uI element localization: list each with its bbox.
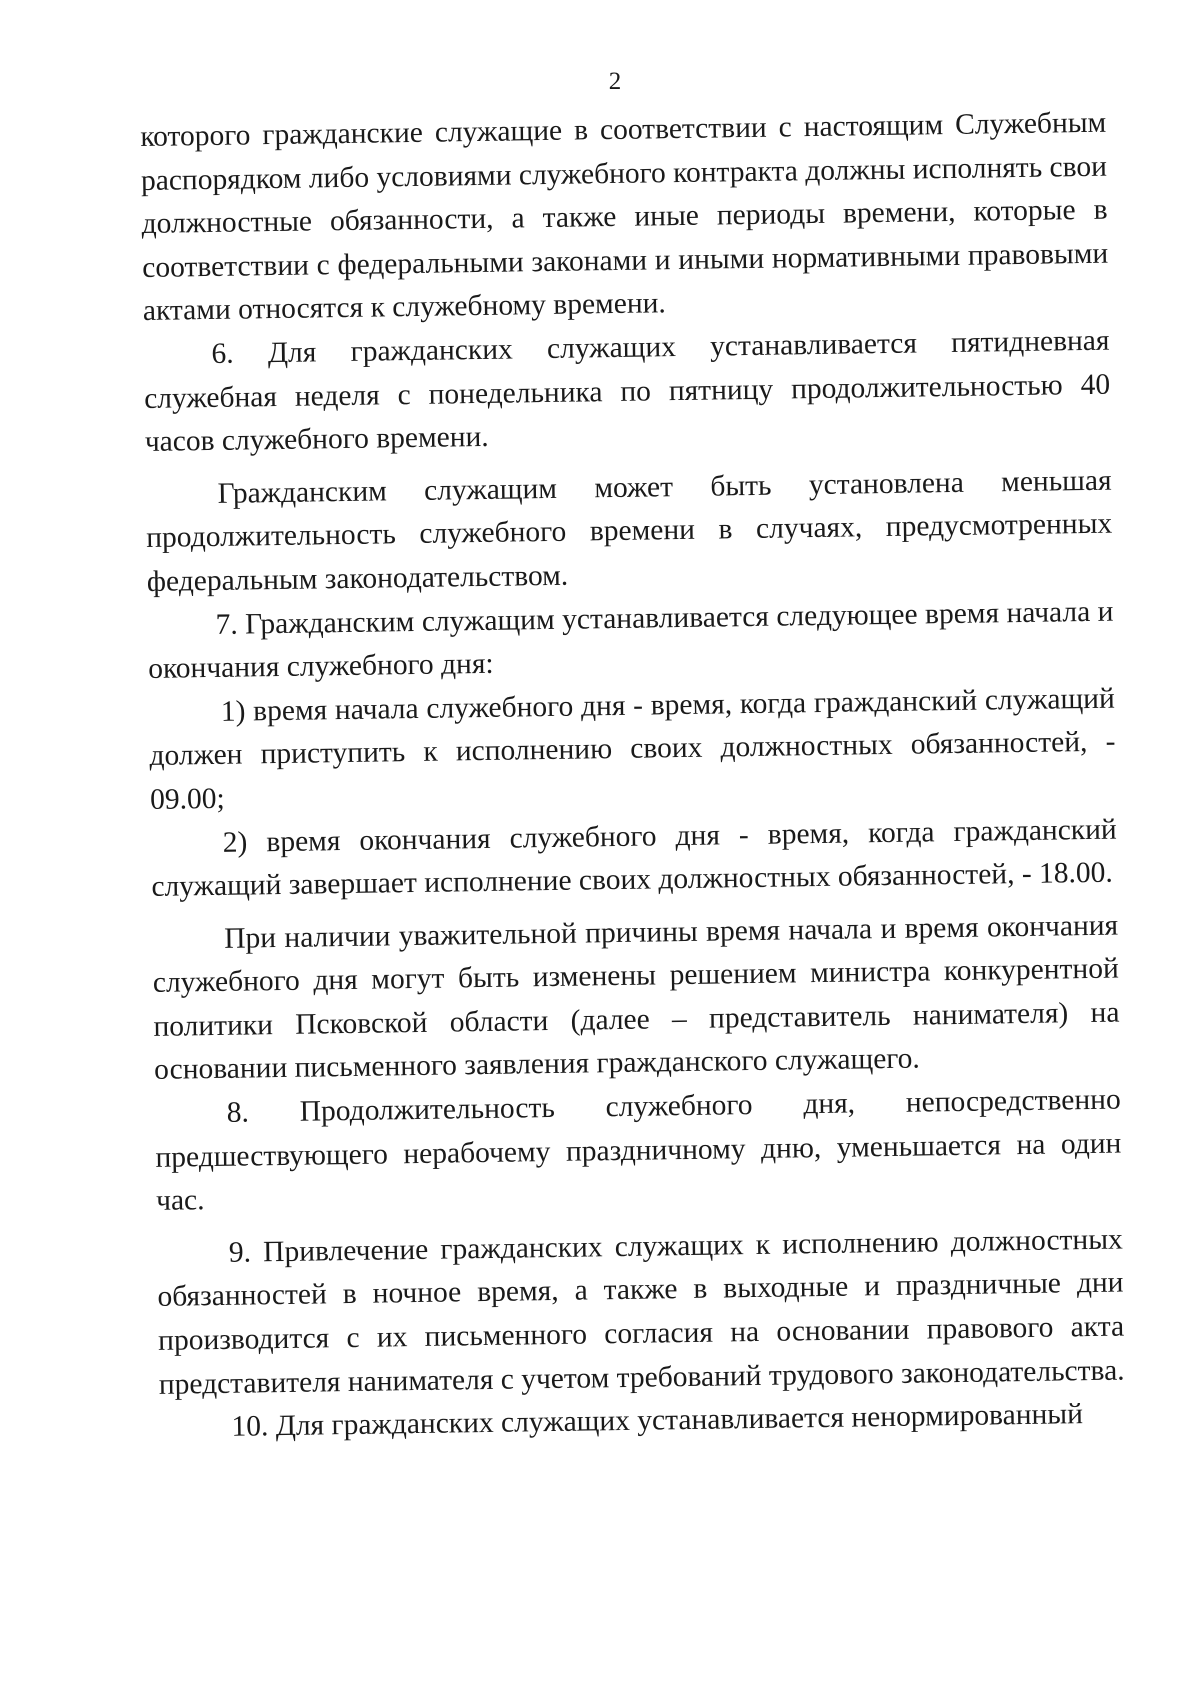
paragraph-valid-reason: При наличии уважительной причины время начала и время окончания служебного дня могут быть изменены решением министра конкурентной политики Псковской области (далее – представитель нанимателя) на основании письменного заявления гражданского служащего. — [152, 909, 1120, 1087]
paragraph-item-8: 8. Продолжительность служебного дня, непосредственно предшествующего нерабочему праздничному дню, уменьшается на один час. — [155, 1083, 1122, 1218]
paragraph-item-10: 10. Для гражданских служащих устанавливается ненормированный — [231, 1398, 1084, 1444]
document-body — [140, 102, 1126, 1451]
paragraph-item-9: 9. Привлечение гражданских служащих к исполнению должностных обязанностей в ночное время, а также в выходные и праздничные дни производится с их письменного согласия на основании правового акта представителя нанимателя с учетом требований трудового законодательства. — [157, 1223, 1125, 1401]
paragraph-item-7-2: 2) время окончания служебного дня - время, когда гражданский служащий завершает исполнение своих должностных обязанностей, - 18.00. — [151, 813, 1117, 904]
paragraph-reduced-time: Гражданским служащим может быть установлена меньшая продолжительность служебного времени в случаях, предусмотренных федеральным законодательством. — [146, 464, 1113, 598]
paragraph-item-7-1: 1) время начала служебного дня - время, когда гражданский служащий должен приступить к исполнению своих должностных обязанностей, - 09.00; — [149, 682, 1116, 816]
paragraph-item-7: 7. Гражданским служащим устанавливается следующее время начала и окончания служебного дня: — [147, 595, 1114, 686]
page-number: 2 — [608, 68, 622, 95]
paragraph-continuation: которого гражданские служащие в соответствии с настоящим Служебным распорядком либо условиями служебного контракта должны исполнять свои должностные обязанности, а также иные периоды времени, которые в соответствии с федеральными законами и иными нормативными правовыми актами относятся к служебному времени. — [140, 106, 1109, 328]
paragraph-item-6: 6. Для гражданских служащих устанавливается пятидневная служебная неделя с понедельника по пятницу продолжительностью 40 часов служебного времени. — [143, 324, 1111, 459]
